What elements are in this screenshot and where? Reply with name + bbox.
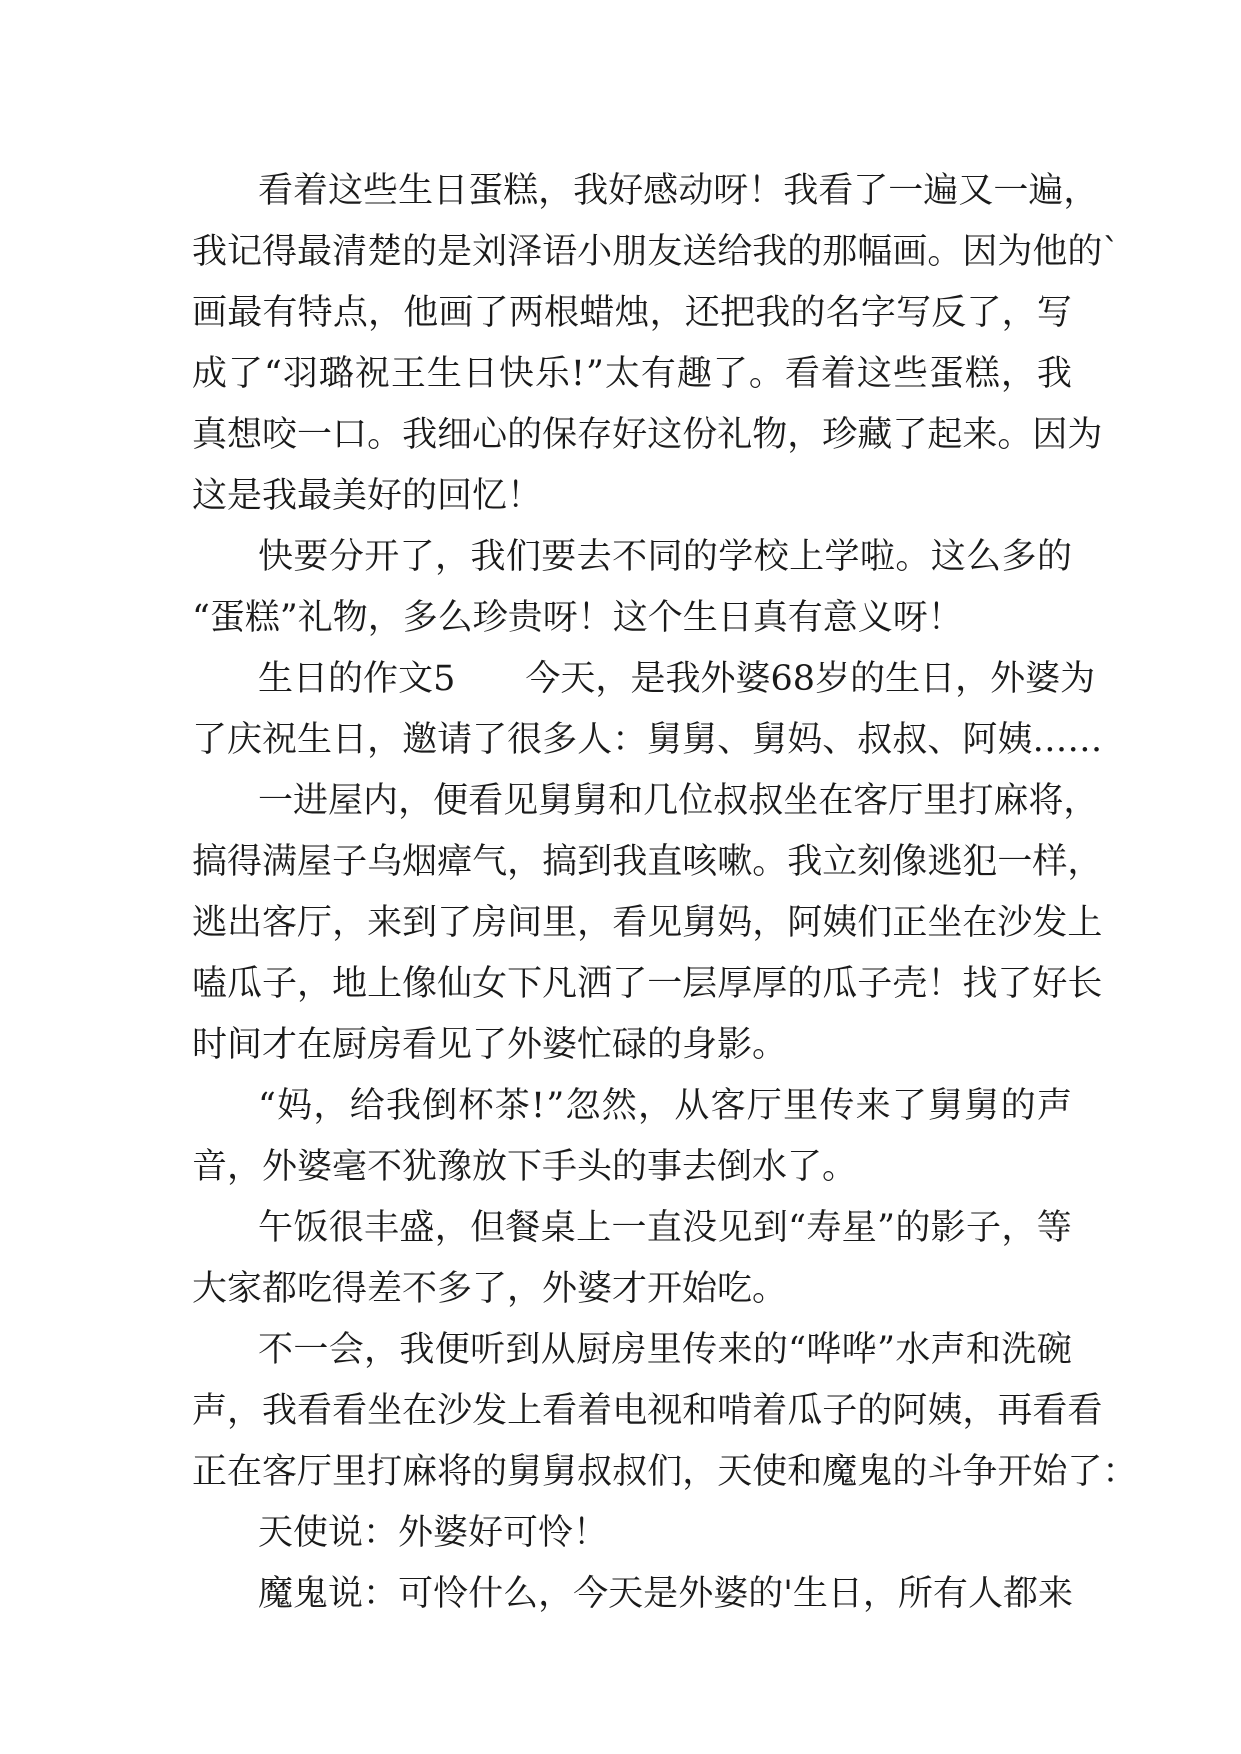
text-line: 正 在 客 厅 里 打 麻 将 的 舅 舅 叔 叔 们 ， 天 使 和 魔 鬼 的 斗 争 开 始 了 ： — [192, 1452, 1138, 1492]
essay-body — [192, 161, 1138, 1625]
text-line: 时间才在厨房看见了外婆忙碌的身影。 — [192, 1025, 788, 1065]
text-line: 了 庆 祝 生 日 ， 邀 请 了 很 多 人 ： 舅 舅 、 舅 妈 、 叔 叔 、 阿 姨 … … — [192, 720, 1103, 760]
text-line: 不 一 会 ， 我 便 听 到 从 厨 房 里 传 来 的 “ 哗 哗 ” 水 声 和 洗 碗 — [258, 1330, 1072, 1370]
text-line: 逃 出 客 厅 ， 来 到 了 房 间 里 ， 看 见 舅 妈 ， 阿 姨 们 正 坐 在 沙 发 上 — [192, 903, 1103, 943]
text-line: 这是我最美好的回忆！ — [192, 476, 543, 516]
text-line: 音，外婆毫不犹豫放下手头的事去倒水了。 — [192, 1147, 858, 1187]
text-line: 声 ， 我 看 看 坐 在 沙 发 上 看 着 电 视 和 啃 着 瓜 子 的 阿 姨 ， 再 看 看 — [192, 1391, 1103, 1431]
text-line: 我 记 得 最 清 楚 的 是 刘 泽 语 小 朋 友 送 给 我 的 那 幅 画 。 因 为 他 的 ` — [192, 232, 1120, 272]
text-line: 天使说：外婆好可怜！ — [258, 1513, 609, 1553]
text-line: “蛋糕”礼物，多么珍贵呀！这个生日真有意义呀！ — [192, 598, 963, 638]
text-line: 一 进 屋 内 ， 便 看 见 舅 舅 和 几 位 叔 叔 坐 在 客 厅 里 打 麻 将 ， — [258, 781, 1099, 821]
text-line: 嗑 瓜 子 ， 地 上 像 仙 女 下 凡 洒 了 一 层 厚 厚 的 瓜 子 壳 ！ 找 了 好 长 — [192, 964, 1103, 1004]
text-line: 大家都吃得差不多了，外婆才开始吃。 — [192, 1269, 788, 1309]
text-line: 生 日 的 作 文 5 今 天 ， 是 我 外 婆 6 8 岁 的 生 日 ， 外 婆 为 — [258, 659, 1096, 699]
text-line: 真 想 咬 一 口 。 我 细 心 的 保 存 好 这 份 礼 物 ， 珍 藏 了 起 来 。 因 为 — [192, 415, 1103, 455]
text-line: “ 妈 ， 给 我 倒 杯 茶 ! ” 忽 然 ， 从 客 厅 里 传 来 了 舅 舅 的 声 — [258, 1086, 1072, 1126]
text-line: 午 饭 很 丰 盛 ， 但 餐 桌 上 一 直 没 见 到 “ 寿 星 ” 的 影 子 ， 等 — [258, 1208, 1072, 1248]
text-line: 看 着 这 些 生 日 蛋 糕 ， 我 好 感 动 呀 ！ 我 看 了 一 遍 又 一 遍 ， — [258, 171, 1099, 211]
text-line: 画 最 有 特 点 ， 他 画 了 两 根 蜡 烛 ， 还 把 我 的 名 字 写 反 了 ， 写 — [192, 293, 1072, 333]
text-line: 成 了 “ 羽 璐 祝 王 生 日 快 乐 ! ” 太 有 趣 了 。 看 着 这 些 蛋 糕 ， 我 — [192, 354, 1072, 394]
text-line: 魔 鬼 说 ： 可 怜 什 么 ， 今 天 是 外 婆 的 ' 生 日 ， 所 有 人 都 来 — [258, 1574, 1073, 1614]
text-line: 搞 得 满 屋 子 乌 烟 瘴 气 ， 搞 到 我 直 咳 嗽 。 我 立 刻 像 逃 犯 一 样 ， — [192, 842, 1103, 882]
text-line: 快 要 分 开 了 ， 我 们 要 去 不 同 的 学 校 上 学 啦 。 这 么 多 的 — [258, 537, 1072, 577]
